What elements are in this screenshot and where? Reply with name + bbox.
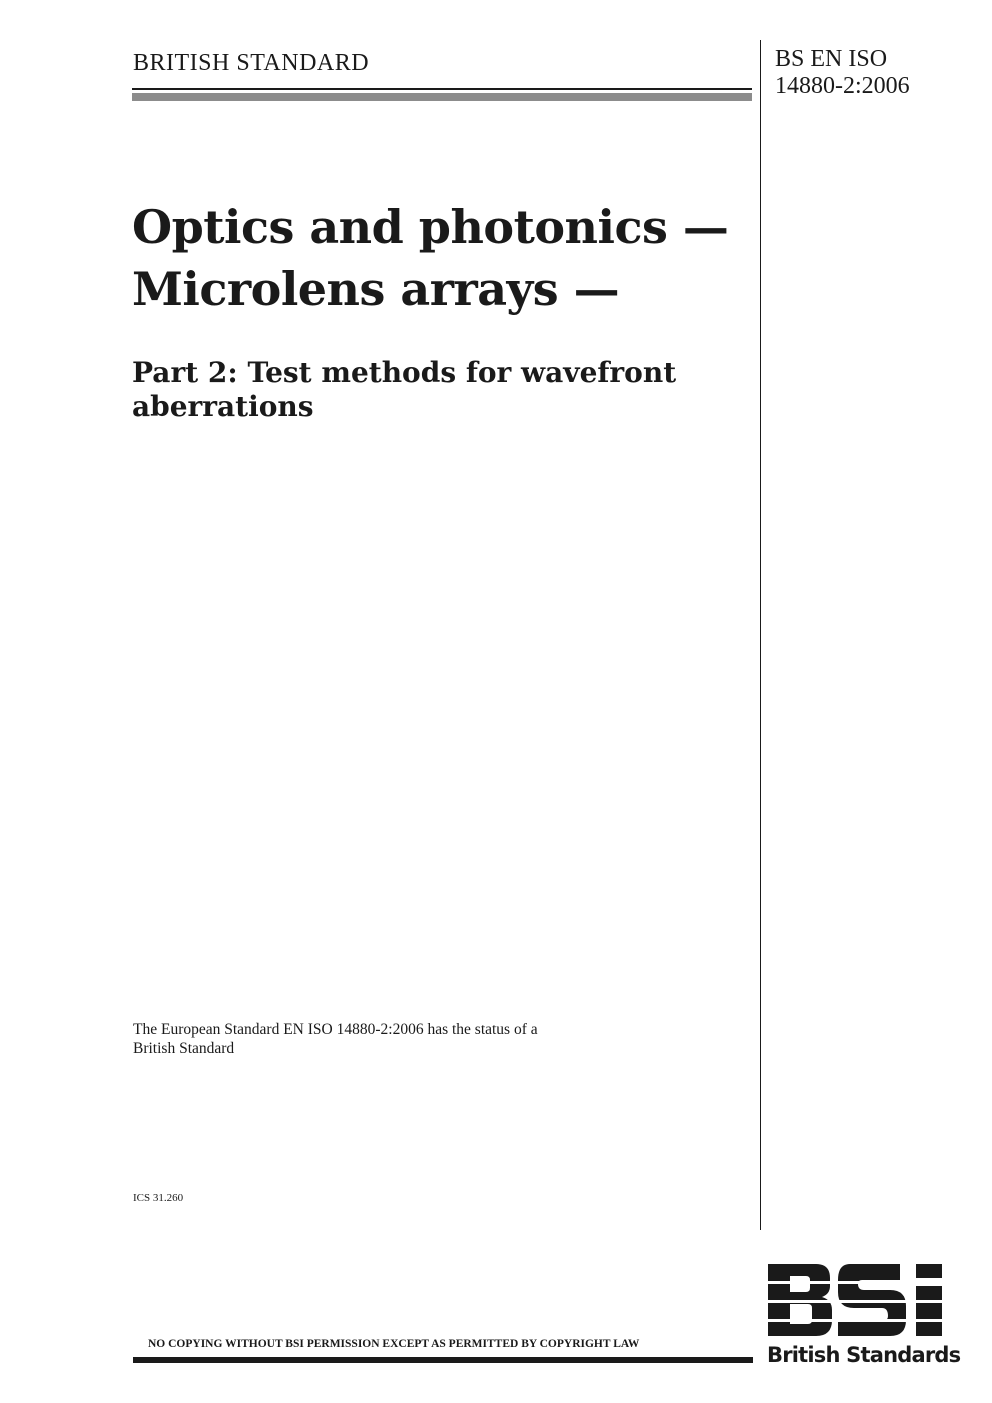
footer-rule: [133, 1357, 753, 1363]
copyright-notice: NO COPYING WITHOUT BSI PERMISSION EXCEPT AS PERMITTED BY COPYRIGHT LAW: [148, 1338, 640, 1350]
standard-number-line-2: 14880-2:2006: [775, 73, 910, 99]
subtitle-line-2: aberrations: [132, 390, 314, 423]
document-title: [132, 196, 728, 320]
bsi-logo-tagline: British Standards: [767, 1343, 961, 1367]
status-line-2: British Standard: [133, 1040, 235, 1057]
status-statement: [133, 1020, 538, 1058]
vertical-divider: [760, 40, 761, 1230]
header-rule: [132, 88, 752, 101]
status-line-1: The European Standard EN ISO 14880-2:2006 has the status of a: [133, 1021, 538, 1038]
document-series-label: BRITISH STANDARD: [133, 50, 370, 76]
subtitle-line-1: Part 2: Test methods for wavefront: [132, 356, 677, 389]
document-subtitle: [132, 356, 676, 424]
title-line-2: Microlens arrays —: [132, 262, 620, 316]
standard-number-line-1: BS EN ISO: [775, 46, 888, 72]
title-line-1: Optics and photonics —: [132, 200, 729, 254]
standard-number: [775, 46, 910, 100]
ics-code: ICS 31.260: [133, 1192, 184, 1204]
